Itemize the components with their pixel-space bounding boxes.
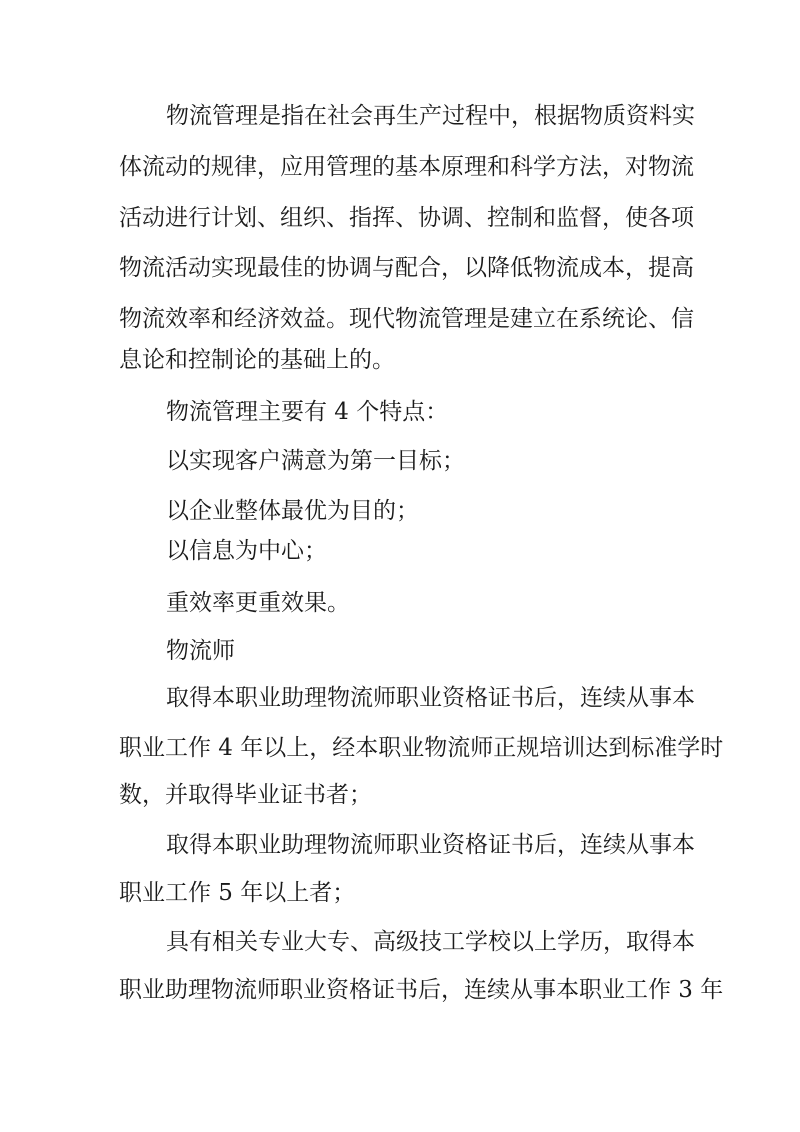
paragraph-line: 以实现客户满意为第一目标； [166,448,465,474]
paragraph-line: 数，并取得毕业证书者； [119,782,372,808]
paragraph-line: 以信息为中心； [166,538,327,564]
paragraph-line: 职业工作 4 年以上，经本职业物流师正规培训达到标准学时 [119,735,724,761]
paragraph-line: 具有相关专业大专、高级技工学校以上学历，取得本 [166,929,695,955]
paragraph-line: 以企业整体最优为目的； [166,498,419,524]
paragraph-line: 活动进行计划、组织、指挥、协调、控制和监督，使各项 [119,205,694,231]
paragraph-line: 取得本职业助理物流师职业资格证书后，连续从事本 [166,832,695,858]
paragraph-line: 职业工作 5 年以上者； [119,880,356,906]
paragraph-line: 物流管理主要有 4 个特点： [166,399,449,425]
paragraph-line: 物流管理是指在社会再生产过程中，根据物质资料实 [166,103,695,129]
paragraph-line: 物流活动实现最佳的协调与配合，以降低物流成本，提高 [119,255,694,281]
paragraph-line: 物流师 [166,638,235,664]
paragraph-line: 息论和控制论的基础上的。 [119,347,395,373]
paragraph-line: 取得本职业助理物流师职业资格证书后，连续从事本 [166,685,695,711]
paragraph-line: 职业助理物流师职业资格证书后，连续从事本职业工作 3 年 [119,977,724,1003]
paragraph-line: 重效率更重效果。 [166,590,350,616]
paragraph-line: 体流动的规律，应用管理的基本原理和科学方法，对物流 [119,154,694,180]
paragraph-line: 物流效率和经济效益。现代物流管理是建立在系统论、信 [119,306,694,332]
